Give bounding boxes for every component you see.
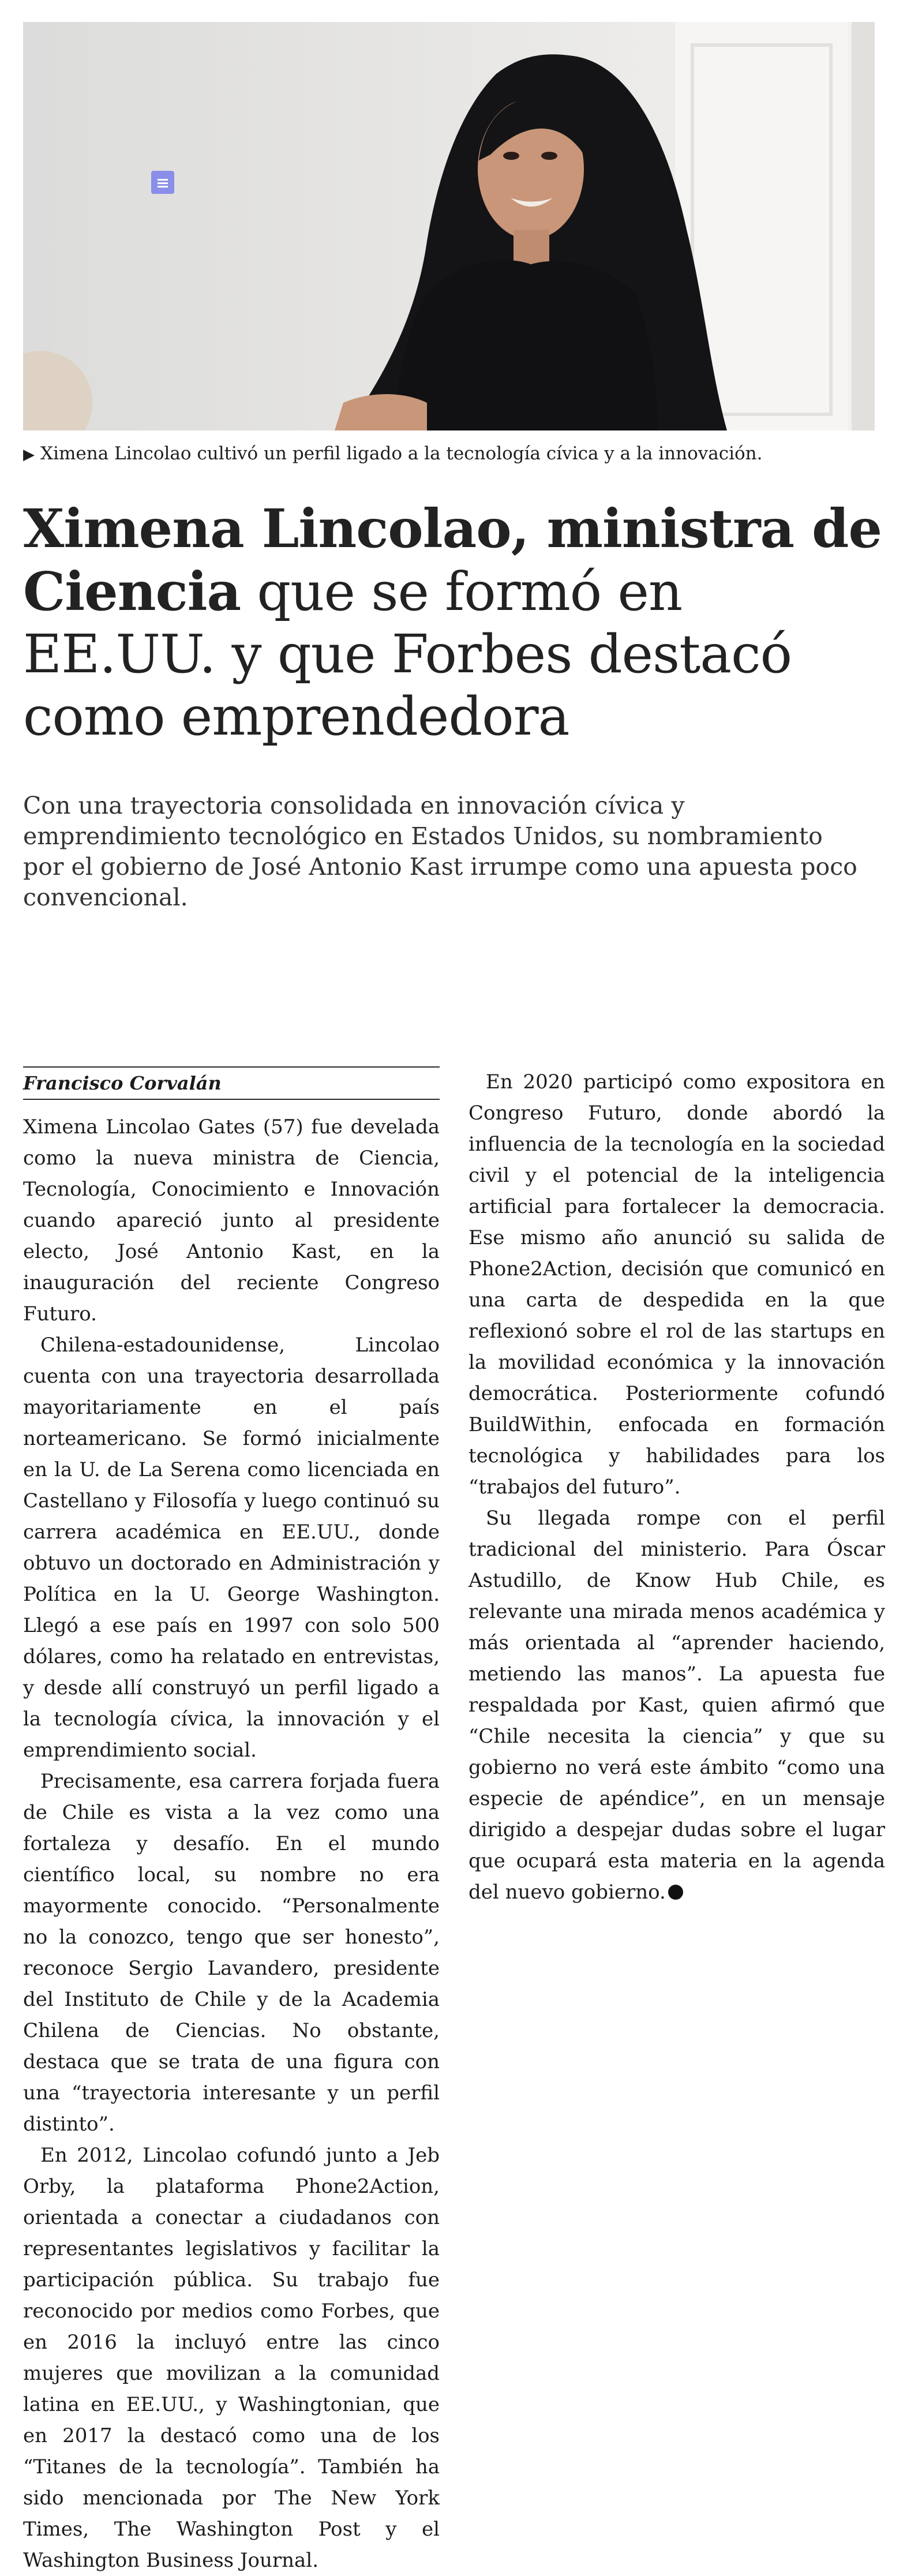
end-mark-icon [668, 1885, 683, 1900]
byline: Francisco Corvalán [23, 1066, 440, 1100]
article-deck: Con una trayectoria consolidada en innovación cívica y emprendimiento tecnológico en Estados Unidos, su nombramiento por el gobierno de José Antonio Kast irrumpe como una apuesta poco convencional. [23, 792, 857, 911]
person-photo-icon [23, 22, 875, 430]
notes-icon[interactable] [151, 171, 174, 194]
headline-regular: que se formó en EE.UU. y que Forbes destacó como emprendedora [23, 561, 792, 747]
body-paragraph-last [469, 1503, 885, 1908]
body-paragraph-text: Su llegada rompe con el perfil tradicional del ministerio. Para Óscar Astudillo, de Know Hub Chile, es relevante una mirada menos académica y más orientada al “aprender haciendo, metiendo las manos”. La apuesta fue respaldada por Kast, quien afirmó que “Chile necesita la ciencia” y que su gobierno no verá este ámbito “como una especie de apéndice”, en un mensaje dirigido a despejar dudas sobre el lugar que ocupará esta materia en la agenda del nuevo gobierno. [469, 1507, 885, 1904]
headline-bold: Ximena Lincolao, ministra de Ciencia [23, 497, 882, 623]
body-paragraph: En 2012, Lincolao cofundó junto a Jeb Orby, la plataforma Phone2Action, orientada a conectar a ciudadanos con representantes legislativos y facilitar la participación pública. Su trabajo fue reconocido por medios como Forbes, que en 2016 la incluyó entre las cinco mujeres que movilizan a la comunidad latina en EE.UU., y Washingtonian, que en 2017 la destacó como una de los “Titanes de la tecnología”. También ha sido mencionada por The New York Times, The Washington Post y el Washington Business Journal. [23, 2144, 440, 2572]
caption-text: Ximena Lincolao cultivó un perfil ligado a la tecnología cívica y a la innovación. [40, 443, 763, 464]
triangle-bullet-icon: ▶ [23, 446, 35, 463]
body-paragraph: Ximena Lincolao Gates (57) fue develada como la nueva ministra de Ciencia, Tecnología, Conocimiento e Innovación cuando apareció junto al presidente electo, José Antonio Kast, en la inauguración del reciente Congreso Futuro. [23, 1115, 440, 1326]
body-paragraph: Precisamente, esa carrera forjada fuera de Chile es vista a la vez como una fortaleza y desafío. En el mundo científico local, su nombre no era mayormente conocido. “Personalmente no la conozco, tengo que ser honesto”, reconoce Sergio Lavandero, presidente del Instituto de Chile y de la Academia Chilena de Ciencias. No obstante, destaca que se trata de una figura con una “trayectoria interesante y un perfil distinto”. [23, 1770, 440, 2136]
headline [23, 497, 883, 748]
body-paragraph: Chilena-estadounidense, Lincolao cuenta con una trayectoria desarrollada mayoritariamente en el país norteamericano. Se formó inicialmente en la U. de La Serena como licenciada en Castellano y Filosofía y luego continuó su carrera académica en EE.UU., donde obtuvo un doctorado en Administración y Política en la U. George Washington. Llegó a ese país en 1997 con solo 500 dólares, como ha relatado en entrevistas, y desde allí construyó un perfil ligado a la tecnología cívica, la innovación y el emprendimiento social. [23, 1334, 440, 1762]
body-column-right [469, 1066, 885, 1908]
article-photo [23, 22, 875, 430]
body-column-left [23, 1066, 440, 2576]
body-paragraph: En 2020 participó como expositora en Congreso Futuro, donde abordó la influencia de la tecnología en la sociedad civil y el potencial de la inteligencia artificial para fortalecer la democracia. Ese mismo año anunció su salida de Phone2Action, decisión que comunicó en una carta de despedida en la que reflexionó sobre el rol de las startups en la movilidad económica y la innovación democrática. Posteriormente cofundó BuildWithin, enfocada en formación tecnológica y habilidades para los “trabajos del futuro”. [469, 1070, 885, 1499]
photo-caption [23, 442, 877, 466]
